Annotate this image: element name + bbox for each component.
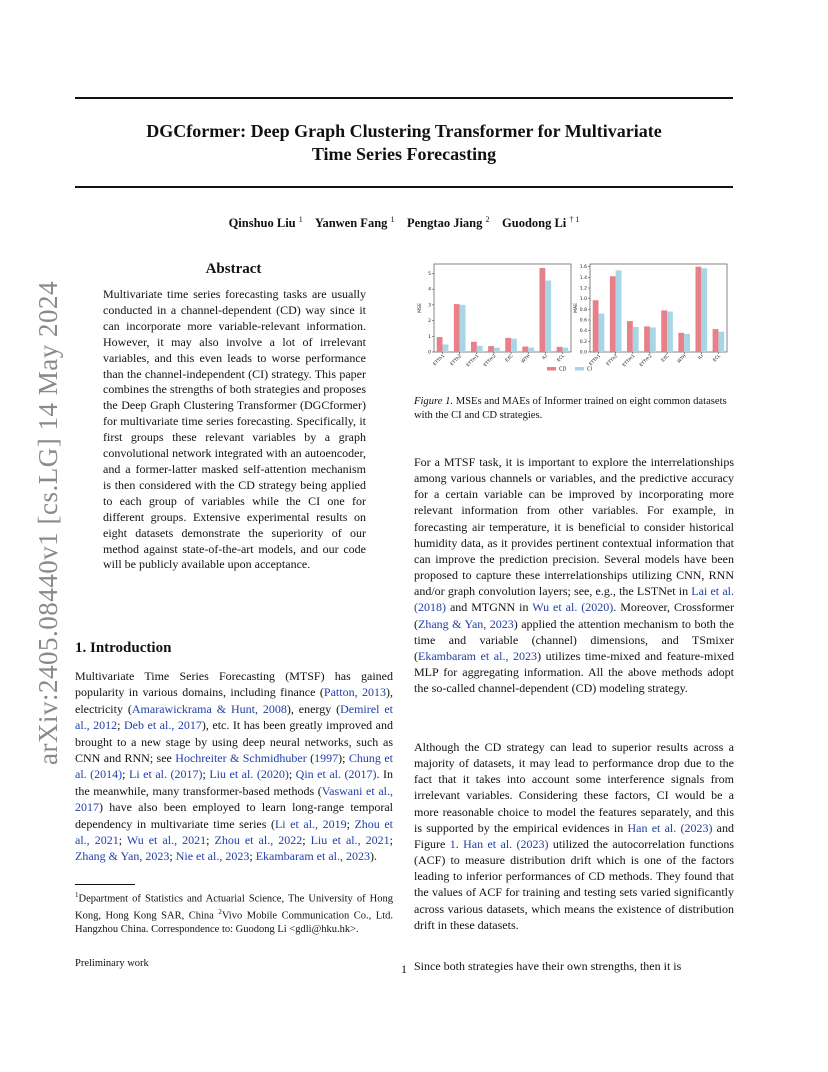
citation-link[interactable]: Li et al. (2017) <box>129 767 203 782</box>
citation-link[interactable]: Li et al., 2019 <box>274 816 347 831</box>
citation-link[interactable]: Amarawickrama & Hunt, 2008 <box>131 701 287 716</box>
bar-ci <box>667 311 673 352</box>
x-tick-label: ETTh2 <box>449 353 464 368</box>
title-line-1: DGCformer: Deep Graph Clustering Transformer for Multivariate <box>146 121 662 141</box>
x-tick-label: ETTh1 <box>432 353 446 368</box>
body-paragraph: For a MTSF task, it is important to explore the interrelationships among various channels or variables, and the predictive accuracy for a certain variable can be improved by incorporating more relevant information from other variables. For example, in forecasting air temperature, it is beneficial to consider historical humidity data, as it provides pertinent contextual information that can improve the prediction precision. Several models have been proposed to capture these interrelationships utilizing CNN, RNN and/or graph convolution layers; see, e.g., the LSTNet in Lai et al. (2018) and MTGNN in Wu et al. (2020). Moreover, Crossformer (Zhang & Yan, 2023) applied the attention mechanism to both the time and variable (channel) dimensions, and TSmixer (Ekambaram et al., 2023) utilizes time-mixed and feature-mixed MLP for aggregating information. All the above methods adopt the so-called channel-dependent (CD) modeling strategy. <box>414 455 735 696</box>
bar-cd <box>678 333 684 352</box>
figure-1-charts <box>414 256 739 381</box>
bar-cd <box>522 347 528 353</box>
title-line-2: Time Series Forecasting <box>311 144 497 164</box>
preliminary-note: Preliminary work <box>75 958 149 969</box>
author: Pengtao Jiang $^2$ <box>407 215 490 231</box>
bar-cd <box>593 300 599 352</box>
citation-link[interactable]: 1997 <box>314 751 339 766</box>
citation-link[interactable]: Vaswani et al., 2017 <box>75 783 393 815</box>
mse-bar-chart <box>417 264 571 368</box>
citation-link[interactable]: Liu et al. (2020) <box>209 767 289 782</box>
figure-label: Figure 1. <box>414 396 454 407</box>
y-tick-label: 3 <box>428 303 431 309</box>
author-list <box>75 215 733 231</box>
bar-cd <box>713 329 719 352</box>
arxiv-identifier: arXiv:2405.08440v1 [cs.LG] 14 May 2024 <box>33 281 63 765</box>
bar-ci <box>545 281 551 353</box>
bar-cd <box>610 276 616 352</box>
bar-cd <box>488 346 494 352</box>
bar-ci <box>650 327 656 352</box>
legend-swatch-cd <box>547 367 556 371</box>
y-axis-label: MAE <box>574 302 579 314</box>
bar-ci <box>616 270 622 352</box>
y-tick-label: 0.8 <box>579 307 587 313</box>
bar-ci <box>494 348 500 352</box>
citation-link[interactable]: Zhou et al., 2022 <box>214 833 303 848</box>
citation-link[interactable]: Zhang & Yan, 2023 <box>418 616 514 631</box>
bar-ci <box>562 348 568 352</box>
mae-bar-chart <box>547 264 727 373</box>
y-tick-label: 2 <box>428 319 431 325</box>
y-tick-label: 4 <box>428 287 431 293</box>
x-tick-label: ETTm2 <box>639 353 654 369</box>
author: Yanwen Fang $^1$ <box>314 215 395 231</box>
citation-link[interactable]: Lai et al. (2018) <box>414 584 734 615</box>
footnote-rule <box>75 884 135 885</box>
bar-cd <box>471 342 477 352</box>
x-tick-label: ILI <box>541 353 549 361</box>
y-tick-label: 5 <box>428 271 431 277</box>
legend-label-ci: CI <box>587 366 592 373</box>
legend-label-cd: CD <box>559 366 567 373</box>
section-heading-introduction: 1. Introduction <box>75 640 172 656</box>
citation-link[interactable]: Zhou et al., 2021 <box>75 816 393 848</box>
bar-cd <box>539 268 545 352</box>
bar-ci <box>633 327 639 352</box>
citation-link[interactable]: Ekambaram et al., 2023 <box>255 849 370 864</box>
bar-cd <box>627 321 633 352</box>
citation-link[interactable]: Liu et al., 2021 <box>310 833 390 848</box>
citation-link[interactable]: Nie et al., 2023 <box>175 849 250 864</box>
x-tick-label: ETTh2 <box>605 353 620 368</box>
citation-link[interactable]: Wu et al. (2020) <box>532 600 614 615</box>
y-tick-label: 0.4 <box>579 329 587 335</box>
bar-ci <box>701 268 707 352</box>
citation-link[interactable]: Han et al. (2023) <box>627 820 713 835</box>
x-tick-label: ETTm1 <box>465 353 481 369</box>
bar-ci <box>477 346 483 352</box>
top-rule <box>75 97 733 99</box>
x-tick-label: ECL <box>712 353 722 364</box>
figure-reference-link[interactable]: 1 <box>449 836 456 851</box>
bar-ci <box>528 348 534 352</box>
y-tick-label: 0 <box>428 350 431 356</box>
citation-link[interactable]: Ekambaram et al., 2023 <box>418 648 538 663</box>
x-tick-label: ECL <box>556 353 566 364</box>
bar-ci <box>599 314 605 352</box>
abstract-heading: Abstract <box>205 261 262 277</box>
x-tick-label: EXC <box>660 353 671 364</box>
bar-cd <box>661 310 667 352</box>
y-tick-label: 0.0 <box>579 350 587 356</box>
citation-link[interactable]: Zhang & Yan, 2023 <box>75 849 170 864</box>
body-paragraph: Since both strategies have their own strengths, then it is <box>414 959 682 973</box>
bar-cd <box>557 347 563 352</box>
body-paragraph: Although the CD strategy can lead to superior results across a majority of datasets, it may lead to performance drop due to the fact that it takes into account some interference signals from irrelevant variables. Considering these factors, CI would be a more reasonable choice to model the features separately, and this is supported by the empirical evidences in Han et al. (2023) and Figure 1. Han et al. (2023) utilized the autocorrelation functions (ACF) to measure distribution drift which is one of the factors leading to inferior performances of CD methods. They found that the values of ACF for training and testing sets varied significantly across various datasets, which means the existence of distribution drift in these datasets. <box>414 740 734 932</box>
citation-link[interactable]: Wu et al., 2021 <box>126 833 207 848</box>
bar-ci <box>460 305 466 352</box>
x-tick-label: ETTm2 <box>483 353 498 369</box>
x-tick-label: ETTm1 <box>621 353 637 369</box>
y-tick-label: 0.2 <box>579 339 587 345</box>
citation-link[interactable]: Hochreiter & Schmidhuber <box>175 751 307 766</box>
x-tick-label: EXC <box>504 353 515 364</box>
bar-cd <box>644 326 650 352</box>
y-tick-label: 1 <box>428 334 431 340</box>
figure-caption: Figure 1. MSEs and MAEs of Informer trained on eight common datasets with the CI and CD strategies. <box>414 396 727 421</box>
bar-cd <box>695 267 701 352</box>
citation-link[interactable]: Patton, 2013 <box>323 685 387 700</box>
bar-cd <box>437 337 443 352</box>
y-tick-label: 1.2 <box>579 286 587 292</box>
x-tick-label: WTH <box>676 353 688 365</box>
x-tick-label: ILI <box>697 353 705 361</box>
bar-ci <box>684 334 690 352</box>
bar-cd <box>505 338 511 352</box>
abstract-text: Multivariate time series forecasting tasks are usually conducted in a channel-dependent (CD) way since it can incorporate more variable-relevant information. However, it may also involve a lot of irrelevant variables, and this even leads to worse performance than the channel-independent (CI) strategy. This paper combines the strengths of both strategies and proposes the Deep Graph Clustering Transformer (DGCformer) for multivariate time series forecasting. Specifically, it first groups these relevant variables by a graph convolutional network integrated with an autoencoder, and a former-latter masked self-attention mechanism is then considered with the CD strategy being applied to each group of variables while the CI one for different groups. Extensive experimental results on eight datasets demonstrate the superiority of our method against state-of-the-art models, and our code will be publicly available upon acceptance. <box>103 287 366 572</box>
legend-swatch-ci <box>575 367 584 371</box>
citation-link[interactable]: Qin et al. (2017) <box>295 767 377 782</box>
citation-link[interactable]: Demirel et al., 2012 <box>75 701 393 733</box>
citation-link[interactable]: Chung et al. (2014) <box>75 751 393 782</box>
y-tick-label: 1.4 <box>579 275 587 281</box>
title-bottom-rule <box>75 186 733 188</box>
citation-link[interactable]: Deb et al., 2017 <box>124 718 202 733</box>
bar-ci <box>718 332 724 352</box>
page-number: 1 <box>401 962 407 976</box>
author: Guodong Li $^{\dagger 1}$ <box>502 215 580 231</box>
y-tick-label: 1.0 <box>579 297 587 303</box>
bar-ci <box>443 344 449 352</box>
affiliation-footnote: $^1$Department of Statistics and Actuarial Science, The University of Hong Kong, Hong Kong SAR, China $^2$Vivo Mobile Communication Co., Ltd. Hangzhou China. Correspondence to: Guodong Li <gdli@hku.hk>. <box>75 891 393 935</box>
x-tick-label: WTH <box>520 353 532 365</box>
y-axis-label: MSE <box>418 303 423 313</box>
bar-cd <box>454 304 460 352</box>
x-tick-label: ETTh1 <box>588 353 602 368</box>
y-tick-label: 1.6 <box>579 265 587 271</box>
y-tick-label: 0.6 <box>579 318 587 324</box>
introduction-paragraph: Multivariate Time Series Forecasting (MTSF) has gained popularity in various domains, including finance (Patton, 2013), electricity (Amarawickrama & Hunt, 2008), energy (Demirel et al., 2012; Deb et al., 2017), etc. It has been greatly improved and brought to a new stage by using deep neural networks, such as CNN and RNN; see Hochreiter & Schmidhuber (1997); Chung et al. (2014); Li et al. (2017); Liu et al. (2020); Qin et al. (2017). In the meanwhile, many transformer-based methods (Vaswani et al., 2017) have also been employed to learn long-range temporal dependency in multivariate time series (Li et al., 2019; Zhou et al., 2021; Wu et al., 2021; Zhou et al., 2022; Liu et al., 2021; Zhang & Yan, 2023; Nie et al., 2023; Ekambaram et al., 2023). <box>75 669 394 864</box>
citation-link[interactable]: Han et al. (2023) <box>463 836 549 851</box>
bar-ci <box>511 339 517 352</box>
author: Qinshuo Liu $^1$ <box>228 215 303 231</box>
paper-title <box>75 120 733 166</box>
